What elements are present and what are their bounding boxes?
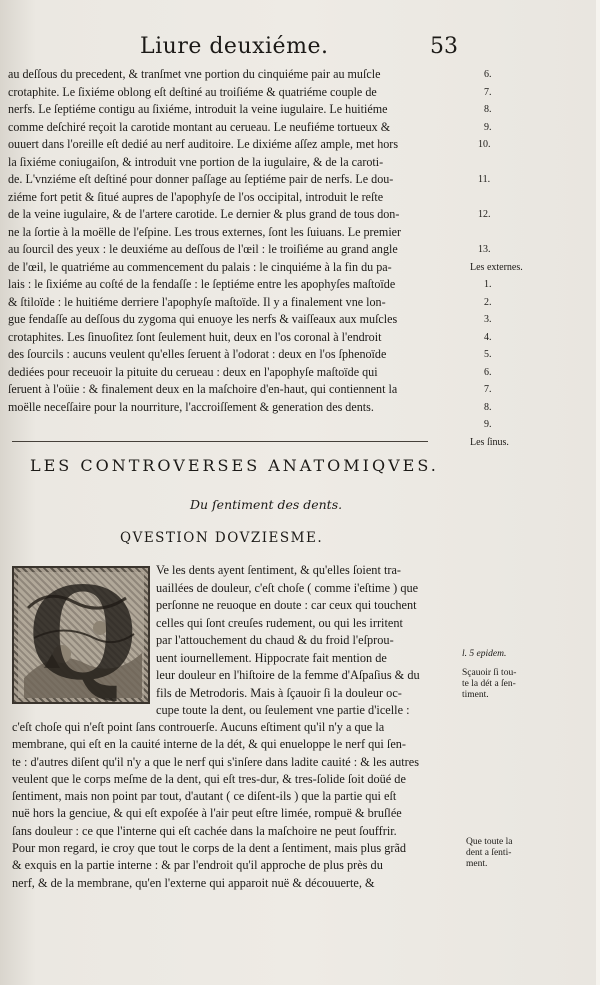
text-line: par l'attouchement du chaud & du froid l'eſprou- bbox=[156, 633, 394, 647]
margin-note-line: Que toute la bbox=[466, 837, 513, 847]
page-number: 53 bbox=[430, 34, 458, 59]
text-line: perſonne ne reuoque en doute : car ceux qui touchent bbox=[156, 598, 417, 612]
text-line: lais : le ſixiéme au coſté de la fendaſſe : le ſeptiéme entre les apophyſes maſtoïde bbox=[8, 277, 396, 291]
question-text-upper bbox=[156, 562, 456, 720]
text-line: de la veine iugulaire, & de l'artere carotide. Le dernier & plus grand de tous don- bbox=[8, 207, 400, 221]
margin-note-line: timent. bbox=[462, 690, 489, 700]
text-line: nerfs. Le ſeptiéme contigu au ſixiéme, introduit la veine iugulaire. Le huitiéme bbox=[8, 102, 388, 116]
margin-number: 2. bbox=[484, 296, 492, 308]
margin-number: 3. bbox=[484, 314, 492, 325]
text-line: celles qui ſont creuſes rudement, ou qui les irritent bbox=[156, 615, 403, 630]
text-line: Ve les dents ayent ſentiment, & qu'elles ſoient tra- bbox=[156, 563, 402, 577]
text-line: Pour mon regard, ie croy que tout le corps de la dent a ſentiment, mais plus grãd bbox=[12, 841, 407, 856]
margin-number: 6. bbox=[484, 366, 492, 378]
text-line: des ſourcils : aucuns veulent qu'elles ſeruent à l'odorat : deux en l'os ſphenoïde bbox=[8, 347, 387, 361]
text-line: ziéme fort petit & ſitué aupres de l'apophyſe de l'os occipital, introduit le reſte bbox=[8, 189, 384, 204]
margin-number: 9. bbox=[484, 121, 492, 133]
question-heading: QVESTION DOVZIESME. bbox=[120, 530, 324, 546]
text-line: comme deſchiré reçoit la carotide montant au cerueau. Le neufiéme tortueux & bbox=[8, 119, 391, 134]
drop-cap-illustration bbox=[12, 560, 150, 708]
margin-number: 13. bbox=[478, 244, 491, 255]
margin-number: 11. bbox=[478, 174, 491, 185]
text-line: crotaphite. Le ſixiéme oblong eſt deſtiné au troiſiéme & quatriéme couple de bbox=[8, 84, 377, 99]
margin-number: 9. bbox=[484, 419, 492, 430]
section-divider bbox=[12, 441, 428, 442]
text-line: nuë hors la genciue, & qui eſt expoſée à l'air peut eſtre limée, rompuë & bruſlée bbox=[12, 806, 402, 821]
text-line: uaillées de douleur, c'eſt choſe ( comme i'eſtime ) que bbox=[156, 580, 419, 595]
margin-number: 5. bbox=[484, 349, 492, 360]
margin-note-line: Sçauoir ſi tou- bbox=[462, 668, 517, 678]
text-line: nerf, & de la membrane, qu'en l'externe qui apparoit nuë & découuerte, & bbox=[12, 875, 375, 890]
question-text-lower bbox=[12, 719, 457, 892]
section-title: LES CONTROVERSES ANATOMIQVES. bbox=[30, 456, 439, 475]
text-line: de l'œil, le quatriéme au commencement du palais : le cinquiéme à la fin du pa- bbox=[8, 259, 392, 274]
text-line: crotaphites. Les ſinuoſitez ſont ſeulement huit, deux en l'os coronal à l'endroit bbox=[8, 329, 382, 344]
text-line: c'eſt choſe qui n'eſt point ſans controuerſe. Aucuns eſtiment qu'il n'y a que la bbox=[12, 720, 385, 734]
text-line: & ſtiloïde : le huitiéme derriere l'apophyſe maſtoïde. Il y a finalement vne lon- bbox=[8, 294, 386, 309]
margin-note-que-toute bbox=[466, 837, 512, 870]
text-line: leur douleur en l'hiſtoire de la femme d'Aſpaſius & du bbox=[156, 668, 420, 682]
margin-number: 8. bbox=[484, 104, 492, 115]
text-line: au deſſous du precedent, & tranſmet vne portion du cinquiéme pair au muſcle bbox=[8, 67, 381, 81]
text-line: la ſixiéme coniugaiſon, & introduit vne portion de la iugulaire, & de la caroti- bbox=[8, 154, 384, 169]
drop-cap-letter: Q bbox=[28, 560, 138, 708]
margin-number: 1. bbox=[484, 279, 492, 290]
text-line: gue fendaſſe au deſſous du zygoma qui enuoye les nerfs & vaiſſeaux aux muſcles bbox=[8, 312, 398, 326]
margin-number: 10. bbox=[478, 139, 491, 150]
text-line: cupe toute la dent, ou ſeulement vne partie d'icelle : bbox=[156, 703, 410, 717]
page-edge bbox=[596, 0, 600, 985]
text-line: membrane, qui eſt en la cauité interne de la dét, & qui enueloppe le nerf qui ſen- bbox=[12, 737, 407, 752]
margin-note-epidem: l. 5 epidem. bbox=[462, 649, 507, 659]
margin-spacer bbox=[470, 154, 530, 172]
text-line: te : d'autres diſent qu'il n'y a que le nerf qui s'inſere dans ladite cauité : & les autres bbox=[12, 754, 420, 769]
text-line: veulent que le corps meſme de la dent, qui eſt tres-dur, & tres-ſolide ſoit doüé de bbox=[12, 771, 406, 786]
margin-number: 8. bbox=[484, 401, 492, 413]
text-line: ſeruent à l'oüie : & finalement deux en la maſchoire d'en-haut, qui contiennent la bbox=[8, 382, 398, 396]
text-line: ſans douleur : ce que l'interne qui eſt cachée dans la maſchoire ne peut ſouffrir. bbox=[12, 823, 397, 838]
running-title: Liure deuxiéme. bbox=[140, 34, 329, 59]
margin-heading: Les externes. bbox=[470, 261, 523, 273]
margin-spacer bbox=[470, 224, 530, 242]
text-line: ne la ſortie à la moëlle de l'eſpine. Les trous externes, ſont les ſuiuans. Le premier bbox=[8, 224, 402, 239]
margin-number: 6. bbox=[484, 69, 492, 80]
margin-note-scauoir bbox=[462, 668, 516, 701]
margin-note-line: ment. bbox=[466, 859, 488, 869]
margin-number: 7. bbox=[484, 86, 492, 98]
text-line: & exquis en la partie interne : & par l'endroit qu'il approche de plus près du bbox=[12, 858, 383, 873]
text-line: au ſourcil des yeux : le deuxiéme au deſſous de l'œil : le troiſiéme au grand angle bbox=[8, 242, 398, 256]
text-line: de. L'vnziéme eſt deſtiné pour donner paſſage au ſeptiéme pair de nerfs. Le dou- bbox=[8, 172, 394, 186]
margin-spacer bbox=[470, 189, 530, 207]
margin-number: 4. bbox=[484, 331, 492, 343]
text-line: fils de Metrodoris. Mais à ſçauoir ſi la douleur oc- bbox=[156, 685, 402, 700]
margin-number: 7. bbox=[484, 384, 492, 395]
section-subtitle: Du ſentiment des dents. bbox=[190, 497, 343, 512]
margin-number: 12. bbox=[478, 209, 491, 220]
text-line: ouuert dans l'oreille eſt dedié au nerf auditoire. Le dixiéme aſſez ample, met hors bbox=[8, 137, 399, 151]
margin-note-line: dent a ſenti- bbox=[466, 848, 512, 858]
text-line: moëlle neceſſaire pour la nourriture, l'accroiſſement & generation des dents. bbox=[8, 399, 374, 414]
text-line: ſentiment, mais non point par tout, d'autant ( ce diſent-ils ) que la partie qui eſt bbox=[12, 789, 397, 804]
margin-numbers bbox=[470, 66, 530, 451]
margin-note-line: te la dét a ſen- bbox=[462, 679, 516, 689]
body-text bbox=[8, 66, 456, 416]
margin-heading: Les ſinus. bbox=[470, 436, 509, 448]
text-line: dediées pour receuoir la pituite du cerueau : deux en l'apophyſe maſtoïde qui bbox=[8, 364, 378, 379]
text-line: uent iournellement. Hippocrate fait mention de bbox=[156, 650, 387, 665]
